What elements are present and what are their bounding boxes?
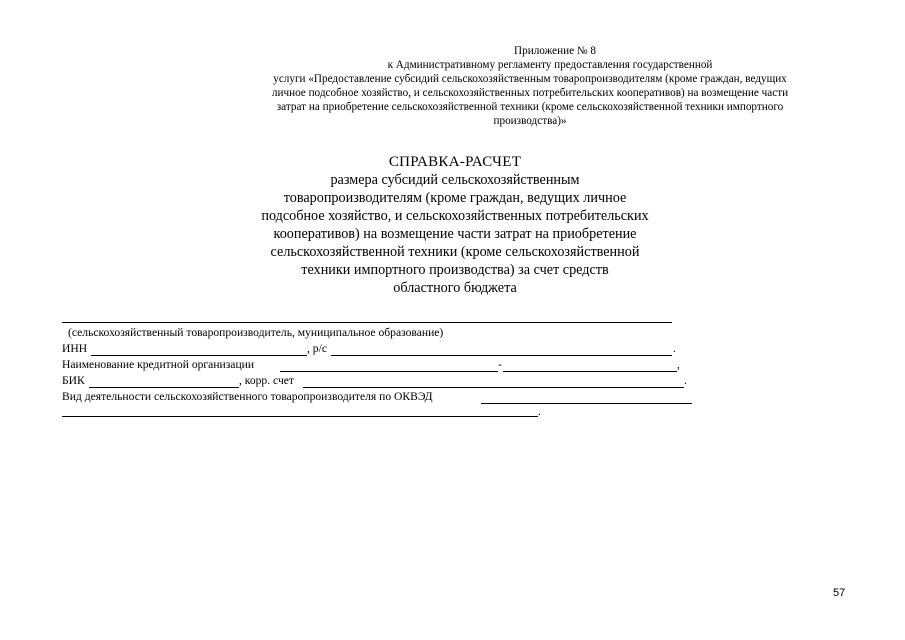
title-line-3: подсобное хозяйство, и сельскохозяйственных потребительских bbox=[261, 208, 649, 224]
title-main: СПРАВКА-РАСЧЕТ bbox=[388, 154, 522, 170]
title-line-7: областного бюджета bbox=[393, 280, 517, 296]
appendix-service-line-4: производства)» bbox=[493, 115, 567, 127]
bik-label: БИК bbox=[62, 374, 85, 387]
credit-org-field-line-1[interactable] bbox=[280, 371, 498, 372]
corr-account-field-line[interactable] bbox=[303, 387, 684, 388]
appendix-number: Приложение № 8 bbox=[514, 45, 596, 57]
producer-field-line[interactable] bbox=[62, 322, 672, 323]
appendix-header bbox=[220, 44, 840, 128]
appendix-service-line-2: личное подсобное хозяйство, и сельскохозяйственных потребительских кооперативов) на возмещение части bbox=[271, 87, 789, 99]
inn-row-period: . bbox=[673, 342, 676, 355]
credit-org-field-line-2[interactable] bbox=[503, 371, 677, 372]
title-line-6: техники импортного производства) за счет средств bbox=[301, 262, 609, 278]
appendix-regulation: к Административному регламенту предоставления государственной bbox=[387, 59, 713, 71]
title-line-5: сельскохозяйственной техники (кроме сельскохозяйственной bbox=[270, 244, 640, 260]
title-line-1: размера субсидий сельскохозяйственным bbox=[330, 172, 580, 188]
producer-caption: (сельскохозяйственный товаропроизводитель, муниципальное образование) bbox=[68, 326, 444, 339]
last-row-period: . bbox=[538, 405, 541, 418]
document-title bbox=[225, 153, 685, 297]
account-label: , р/с bbox=[307, 342, 327, 355]
title-line-4: кооперативов) на возмещение части затрат на приобретение bbox=[273, 226, 637, 242]
credit-org-comma: , bbox=[677, 358, 680, 371]
bik-field-line[interactable] bbox=[89, 387, 239, 388]
credit-org-dash: - bbox=[498, 358, 502, 371]
credit-org-label: Наименование кредитной организации bbox=[62, 358, 255, 371]
corr-account-label: , корр. счет bbox=[239, 374, 294, 387]
appendix-service-line-3: затрат на приобретение сельскохозяйственной техники (кроме сельскохозяйственной техники импортного bbox=[276, 101, 784, 113]
inn-field-line[interactable] bbox=[91, 355, 307, 356]
activity-continuation-line[interactable] bbox=[62, 416, 538, 417]
appendix-service-line-1: услуги «Предоставление субсидий сельскохозяйственным товаропроизводителям (кроме граждан, ведущих bbox=[273, 73, 787, 85]
account-field-line[interactable] bbox=[331, 355, 672, 356]
bik-row-period: . bbox=[684, 374, 687, 387]
page-number: 57 bbox=[833, 587, 846, 599]
title-line-2: товаропроизводителям (кроме граждан, ведущих личное bbox=[283, 190, 627, 206]
activity-field-line[interactable] bbox=[481, 403, 692, 404]
inn-label: ИНН bbox=[62, 342, 88, 355]
activity-label: Вид деятельности сельскохозяйственного товаропроизводителя по ОКВЭД bbox=[62, 390, 433, 403]
